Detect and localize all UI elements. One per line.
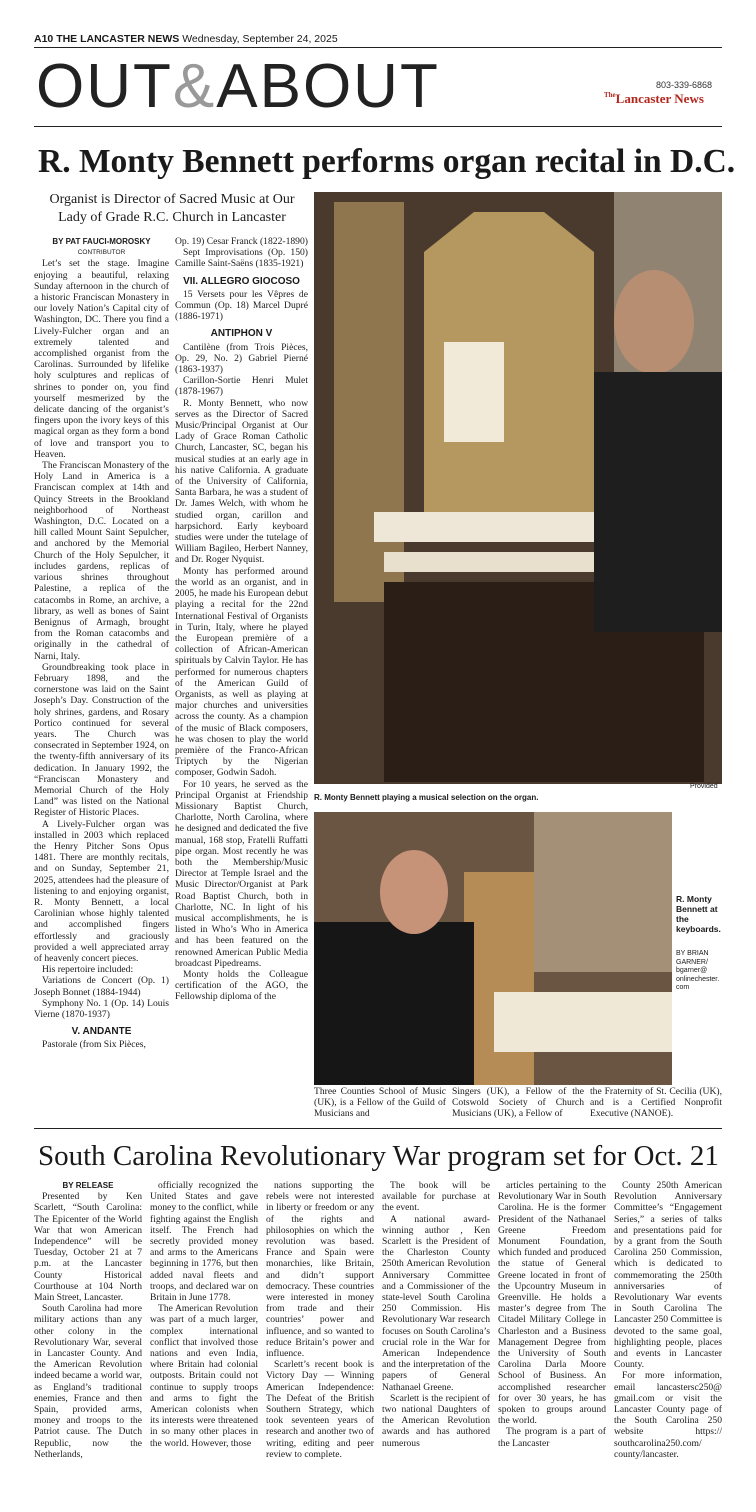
paragraph: County 250th American Revolution Anniversary Committee’s “Engagement Series,” a series of talks and presentations paid for by a grant from the South Carolina 250 Commission, which is dedicated to commemorating the 250th anniversaries of Revolutionary War events in South Carolina The Lancaster 250 Committee is devoted to the same goal, highlighting people, places and events in Lancaster County.: [614, 1180, 722, 1371]
organist-smiling-illustration: [314, 812, 672, 1085]
paragraph: South Carolina had more military actions than any other colony in the Revolutionary War, several in Lancaster County. And the American Revolution indeed became a world war, as England’s traditional enemies, France and then Spain, provided arms, money and troops to the Patriot cause. The Dutch Republic, now the Netherlands,: [34, 1303, 142, 1460]
photo2-caption: R. Monty Bennett at the keyboards.: [676, 894, 721, 934]
paragraph: Groundbreaking took place in February 1898, and the cornerstone was laid on the Saint Joseph’s Day. Construction of the holy shrines, gardens, and Rosary Portico continued for several years. The Church was consecrated in September 1924, on the twenty-fifth anniversary of its dedication. In January 1992, the “Franciscan Monastery and Memorial Church of the Holy Land” was listed on the National Register of Historic Places.: [34, 661, 169, 819]
paragraph: For 10 years, he served as the Principal Organist at Friendship Missionary Baptist Church, Charlotte, North Carolina, where he designed and dedicated the five manual, 168 stop, Fratelli Ruffatti pipe organ. Most recently he was both the Membership/Music Director at Temple Israel and the Music Director/Organist at Park Road Baptist Church, both in Charlotte, NC. In light of his musical accomplishments, he is listed in Who’s Who in America and has been featured on the renowned American Public Media broadcast Pipedreams.: [175, 778, 308, 969]
paragraph: The book will be available for purchase at the event.: [382, 1180, 490, 1214]
section-title: OUT&ABOUT: [36, 52, 440, 121]
paragraph: articles pertaining to the Revolutionary War in South Carolina. He is the former President of the Nathanael Greene Freedom Monument Foundation, which funded and produced the statue of General Greene located in front of the Upcountry Museum in Greenville. He holds a master’s degree from The Citadel Military College in Charleston and a Business Management Degree from the University of South Carolina Darla Moore School of Business. An accomplished researcher for over 30 years, he has spoken to groups around the world.: [498, 1180, 606, 1427]
page-folio: [34, 33, 338, 45]
issue-date: Wednesday, September 24, 2025: [182, 33, 338, 45]
story2-column-4: [382, 1180, 490, 1449]
story1-column-1: [34, 236, 169, 1051]
top-rule: [34, 47, 722, 48]
paragraph: Scarlett is the recipient of two national Daughters of the American Revolution awards and has authored numerous: [382, 1392, 490, 1449]
paragraph: Op. 19) Cesar Franck (1822-1890): [175, 236, 308, 247]
paragraph: 15 Versets pour les Vêpres de Commun (Op. 18) Marcel Dupré (1886-1971): [175, 288, 308, 323]
paragraph: R. Monty Bennett, who now serves as the Director of Sacred Music/Principal Organist at Our Lady of Grace Roman Catholic Church, Lancaster, SC, began his musical studies at an early age in his native California. A graduate of the University of California, Santa Barbara, he was a student of Dr. James Welch, with whom he studied organ, carillon and harpsichord. Early keyboard studies were under the tutelage of William Bagileo, Herbert Nanney, and Dr. Roger Nyquist.: [175, 397, 308, 566]
photo1-credit: Provided: [690, 783, 718, 790]
story2-column-6: [614, 1180, 722, 1460]
story1-continuation: [314, 1086, 722, 1120]
paragraph: Three Counties School of Music (UK), is a Fellow of the Guild of Musicians and: [314, 1086, 446, 1120]
paragraph: Let’s set the stage. Imagine enjoying a beautiful, relaxing Sunday afternoon in the church of a historic Franciscan Monastery in our lovely Nation’s Capital city of Washington, DC. There you find a Lively-Fulcher organ and an extremely talented and accomplished organist from the Carolinas. Surrounded by lifelike holy sculptures and replicas of shrines to ponder on, you find yourself mesmerized by the delicate dancing of the organist’s fingers upon the ivory keys of this magical organ as they form a bond of love and transport you to Heaven.: [34, 258, 169, 460]
paragraph: A Lively-Fulcher organ was installed in 2003 which replaced the Henry Pitcher Sons Opus 1481. There are monthly recitals, and on Sunday, September 21, 2025, attendees had the pleasure of listening to and enjoying organist, R. Monty Bennett, a local Carolinian whose highly talented and accomplished fingers effortlessly and graciously provided a well appreciated array of heavenly concert pieces.: [34, 818, 169, 964]
photo1-caption: R. Monty Bennett playing a musical selection on the organ.: [314, 793, 539, 802]
subhead-antiphon: ANTIPHON V: [210, 328, 273, 340]
story1-headline: R. Monty Bennett performs organ recital in D.C.: [38, 143, 736, 180]
paragraph: Carillon-Sortie Henri Mulet (1878-1967): [175, 375, 308, 398]
subhead-andante: V. ANDANTE: [71, 1026, 132, 1038]
paragraph: Sept Improvisations (Op. 150) Camille Saint-Saëns (1835-1921): [175, 247, 308, 270]
byline: BY PAT FAUCI-MOROSKY CONTRIBUTOR: [52, 237, 151, 257]
paragraph: Scarlett’s recent book is Victory Day — Winning American Independence: The Defeat of the British Southern Strategy, which took seventeen years of research and another two of writing, editing and peer review to complete.: [266, 1359, 374, 1460]
organist-portrait-photo: [314, 812, 672, 1085]
paragraph: Pastorale (from Six Pièces,: [42, 1039, 146, 1051]
organ-photo: [314, 192, 722, 784]
story2-column-1: [34, 1180, 142, 1460]
paragraph: His repertoire included:: [42, 964, 134, 976]
story1-column-2: [175, 236, 308, 1003]
header-rule: [34, 126, 722, 127]
story2-column-2: [150, 1180, 258, 1449]
phone-number: 803-339-6868: [656, 80, 713, 90]
paragraph: The American Revolution was part of a much larger, complex international conflict that involved those nations and even India, where Britain had colonial outposts. Britain could not continue to supply troops and arms to fight the American colonists when its interests were threatened in so many other places in the world. However, those: [150, 1303, 258, 1449]
subhead-allegro: VII. ALLEGRO GIOCOSO: [183, 275, 300, 287]
paragraph: The Franciscan Monastery of the Holy Land in America is a Franciscan complex at 14th and Quincy Streets in the Brookland neighborhood of Northeast Washington, D.C. Located on a hill called Mount Saint Sepulcher, and anchored by the Memorial Church of the Holy Sepulcher, it includes gardens, replicas of various shrines throughout Palestine, a replica of the catacombs in Rome, an archive, a library, as well as bones of Saint Benignus of Armagh, brought from the Roman catacombs and originally in the cathedral of Narni, Italy.: [34, 460, 169, 662]
organist-playing-illustration: [314, 192, 722, 784]
paragraph: Cantilène (from Trois Pièces, Op. 29, No. 2) Gabriel Pierné (1863-1937): [175, 341, 308, 376]
paragraph: A national award-winning author , Ken Scarlett is the President of the Charleston County 250th American Revolution Anniversary Committee and a Commissioner of the state-level South Carolina 250 Commission. His Revolutionary War research focuses on South Carolina’s crucial role in the War for American Independence and the interpretation of the papers of General Nathanael Greene.: [382, 1213, 490, 1393]
paragraph: officially recognized the United States and gave money to the conflict, while fighting against the English itself. The French had secretly provided money and arms to the Americans beginning in 1776, but then added naval fleets and troops, and declared war on Britain in June 1778.: [150, 1180, 258, 1304]
paragraph: Symphony No. 1 (Op. 14) Louis Vierne (1870-1937): [34, 997, 169, 1021]
newspaper-logo: $^{The}$Lancaster News: [604, 91, 704, 106]
paragraph: Variations de Concert (Op. 1) Joseph Bonnet (1884-1944): [34, 975, 169, 998]
byline: BY RELEASE: [62, 1181, 114, 1190]
story1-deck: Organist is Director of Sacred Music at Our Lady of Grade R.C. Church in Lancaster: [49, 192, 295, 225]
story2-column-5: [498, 1180, 606, 1449]
paragraph: the Fraternity of St. Cecilia (UK), and is a Certified Nonprofit Executive (NANOE).: [590, 1086, 722, 1120]
page-number: A10: [34, 33, 54, 45]
paper-name: THE LANCASTER NEWS: [56, 33, 180, 45]
paragraph: nations supporting the rebels were not interested in liberty or freedom or any of the rights and philosophies on which the revolution was based. France and Spain were monarchies, like Britain, and didn’t support democracy. These countries were interested in money from trade and their countries’ power and influence, and so wanted to reduce Britain’s power and influence.: [266, 1180, 374, 1360]
paragraph: Monty holds the Colleague certification of the AGO, the Fellowship diploma of the: [175, 969, 308, 1003]
paragraph: The program is a part of the Lancaster: [498, 1426, 606, 1449]
story2-headline: South Carolina Revolutionary War program set for Oct. 21: [38, 1140, 719, 1172]
paragraph: For more information, email lancastersc250@ gmail.com or visit the Lancaster County page of the South Carolina 250 website https:// southcarolina250.com/ county/lancaster.: [614, 1370, 722, 1460]
story2-column-3: [266, 1180, 374, 1460]
paragraph: Monty has performed around the world as an organist, and in 2005, he made his European debut playing a recital for the 22nd International Festival of Organists in Turin, Italy, where he played the European première of a collection of African-American spirituals by Calvin Taylor. He has performed for numerous chapters of the American Guild of Organists, as well as playing at major churches and universities across the county. As a champion of the music of Black composers, he was chosen to play the world première of the Franco-African Triptych by the Nigerian composer, Godwin Sadoh.: [175, 565, 308, 779]
paragraph: Presented by Ken Scarlett, “South Carolina: The Epicenter of the World War that won American Independence” will be Tuesday, October 21 at 7 p.m. at the Lancaster County Historical Courthouse at 104 North Main Street, Lancaster.: [34, 1191, 142, 1304]
paragraph: Singers (UK), a Fellow of the Cotswold Society of Church Musicians (UK), a Fellow of: [452, 1086, 584, 1120]
photo2-credit: BY BRIAN GARNER/ bgarner@ onlinechester. com: [676, 950, 720, 991]
story-divider: [34, 1128, 722, 1129]
